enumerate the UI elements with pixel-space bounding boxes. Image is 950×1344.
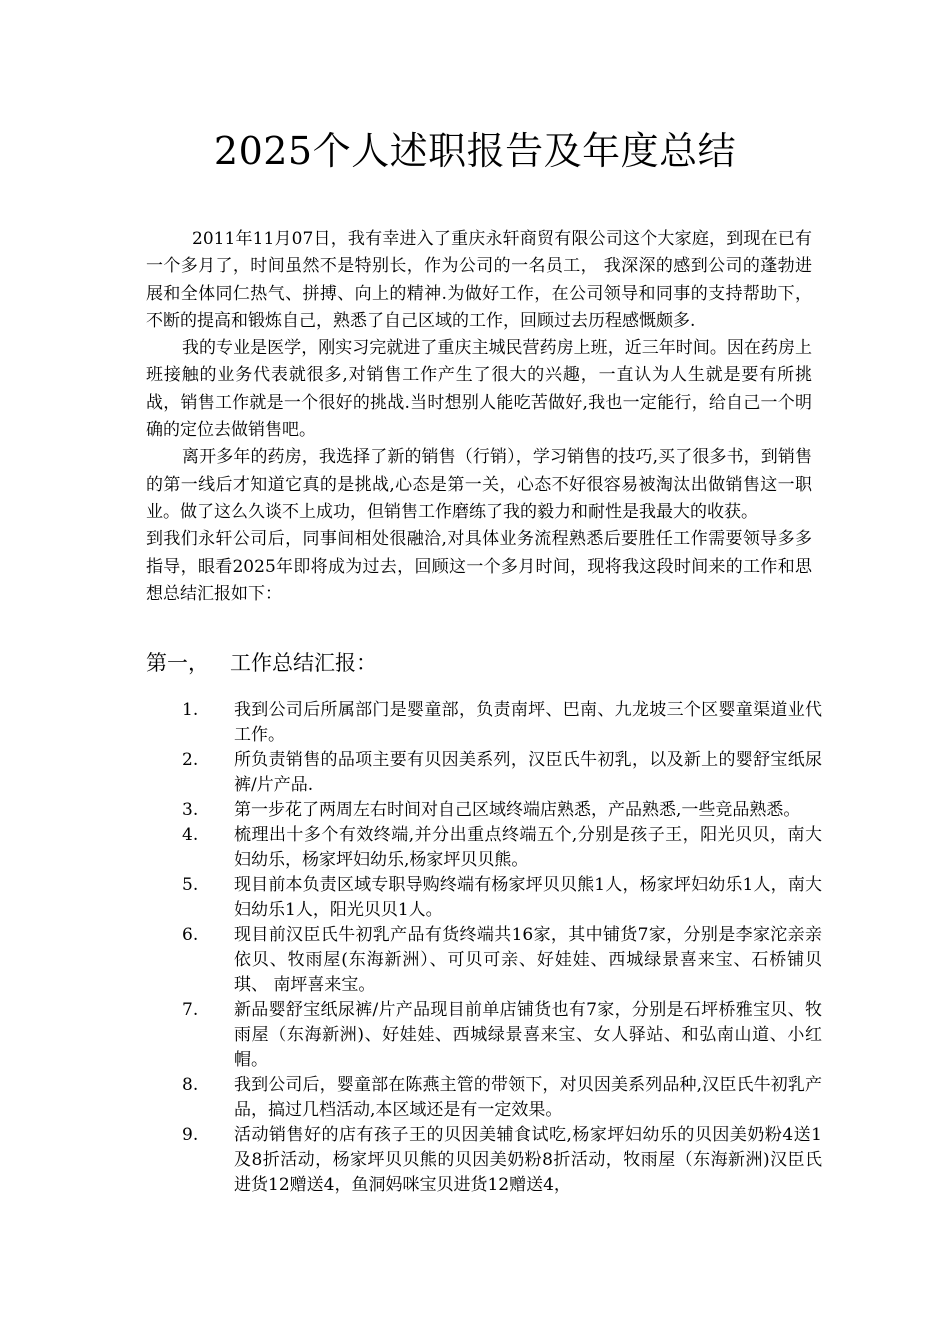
- list-item: [146, 1123, 822, 1198]
- list-item-text: 第一步花了两周左右时间对自己区域终端店熟悉，产品熟悉,一些竞品熟悉。: [234, 800, 801, 820]
- list-item: [146, 698, 822, 748]
- list-item-number: 6.: [182, 925, 199, 945]
- list-item-text: 新品婴舒宝纸尿裤/片产品现目前单店铺货也有7家，分别是石坪桥雅宝贝、牧雨屋（东海新洲)、好娃娃、西城绿景喜来宝、女人驿站、和弘南山道、小红帽。: [234, 1000, 822, 1070]
- paragraph: 我的专业是医学，刚实习完就进了重庆主城民营药房上班，近三年时间。因在药房上班接触的业务代表就很多,对销售工作产生了很大的兴趣，一直认为人生就是要有所挑战，销售工作就是一个很好的挑战.当时想别人能吃苦做好,我也一定能行，给自己一个明确的定位去做销售吧。: [146, 338, 812, 441]
- section-number: 第一，: [146, 651, 209, 675]
- list-item: [146, 923, 822, 998]
- list-item-text: 现目前本负责区域专职导购终端有杨家坪贝贝熊1人，杨家坪妇幼乐1人，南大妇幼乐1人，阳光贝贝1人。: [234, 875, 822, 920]
- list-item: [146, 998, 822, 1073]
- list-item-number: 3.: [182, 800, 199, 820]
- list-item-number: 4.: [182, 825, 199, 845]
- section-heading: [146, 648, 377, 678]
- list-item-number: 9.: [182, 1125, 199, 1145]
- list-item-number: 1.: [182, 700, 199, 720]
- document-body: [146, 226, 812, 608]
- list-item: [146, 823, 822, 873]
- paragraph: 到我们永轩公司后，同事间相处很融洽,对具体业务流程熟悉后要胜任工作需要领导多多指导，眼看2025年即将成为过去，回顾这一个多月时间，现将我这段时间来的工作和思想总结汇报如下：: [146, 529, 812, 604]
- list-item-text: 我到公司后，婴童部在陈燕主管的带领下，对贝因美系列品种,汉臣氏牛初乳产品，搞过几档活动,本区域还是有一定效果。: [234, 1075, 822, 1120]
- list-item: [146, 873, 822, 923]
- section-title: 工作总结汇报：: [230, 651, 377, 675]
- list-item-text: 梳理出十多个有效终端,并分出重点终端五个,分别是孩子王，阳光贝贝，南大妇幼乐，杨家坪妇幼乐,杨家坪贝贝熊。: [234, 825, 822, 870]
- list-item: [146, 1073, 822, 1123]
- list-item: [146, 748, 822, 798]
- list-item-text: 我到公司后所属部门是婴童部，负责南坪、巴南、九龙坡三个区婴童渠道业代工作。: [234, 700, 822, 745]
- list-item-text: 所负责销售的品项主要有贝因美系列，汉臣氏牛初乳，以及新上的婴舒宝纸尿裤/片产品.: [234, 750, 822, 795]
- list-item-number: 5.: [182, 875, 199, 895]
- list-item-number: 2.: [182, 750, 199, 770]
- list-item-number: 7.: [182, 1000, 199, 1020]
- list-item: [146, 798, 822, 823]
- summary-list: [146, 698, 822, 1198]
- list-item-text: 现目前汉臣氏牛初乳产品有货终端共16家，其中铺货7家，分别是李家沱亲亲依贝、牧雨屋(东海新洲）、可贝可亲、好娃娃、西城绿景喜来宝、石桥铺贝琪、 南坪喜来宝。: [234, 925, 822, 995]
- list-item-number: 8.: [182, 1075, 199, 1095]
- paragraph: 离开多年的药房，我选择了新的销售（行销），学习销售的技巧,买了很多书，到销售的第一线后才知道它真的是挑战,心态是第一关，心态不好很容易被淘汰出做销售这一职业。做了这么久谈不上成功，但销售工作磨练了我的毅力和耐性是我最大的收获。: [146, 447, 812, 522]
- document-title: 2025个人述职报告及年度总结: [213, 129, 737, 173]
- list-item-text: 活动销售好的店有孩子王的贝因美辅食试吃,杨家坪妇幼乐的贝因美奶粉4送1及8折活动，杨家坪贝贝熊的贝因美奶粉8折活动，牧雨屋（东海新洲)汉臣氏进货12赠送4，鱼洞妈咪宝贝进货12赠送4，: [234, 1125, 822, 1195]
- paragraph: 2011年11月07日，我有幸进入了重庆永轩商贸有限公司这个大家庭，到现在已有一个多月了，时间虽然不是特别长，作为公司的一名员工， 我深深的感到公司的蓬勃进展和全体同仁热气、拼搏、向上的精神.为做好工作，在公司领导和同事的支持帮助下，不断的提高和锻炼自己，熟悉了自己区域的工作，回顾过去历程感慨颇多.: [146, 229, 812, 331]
